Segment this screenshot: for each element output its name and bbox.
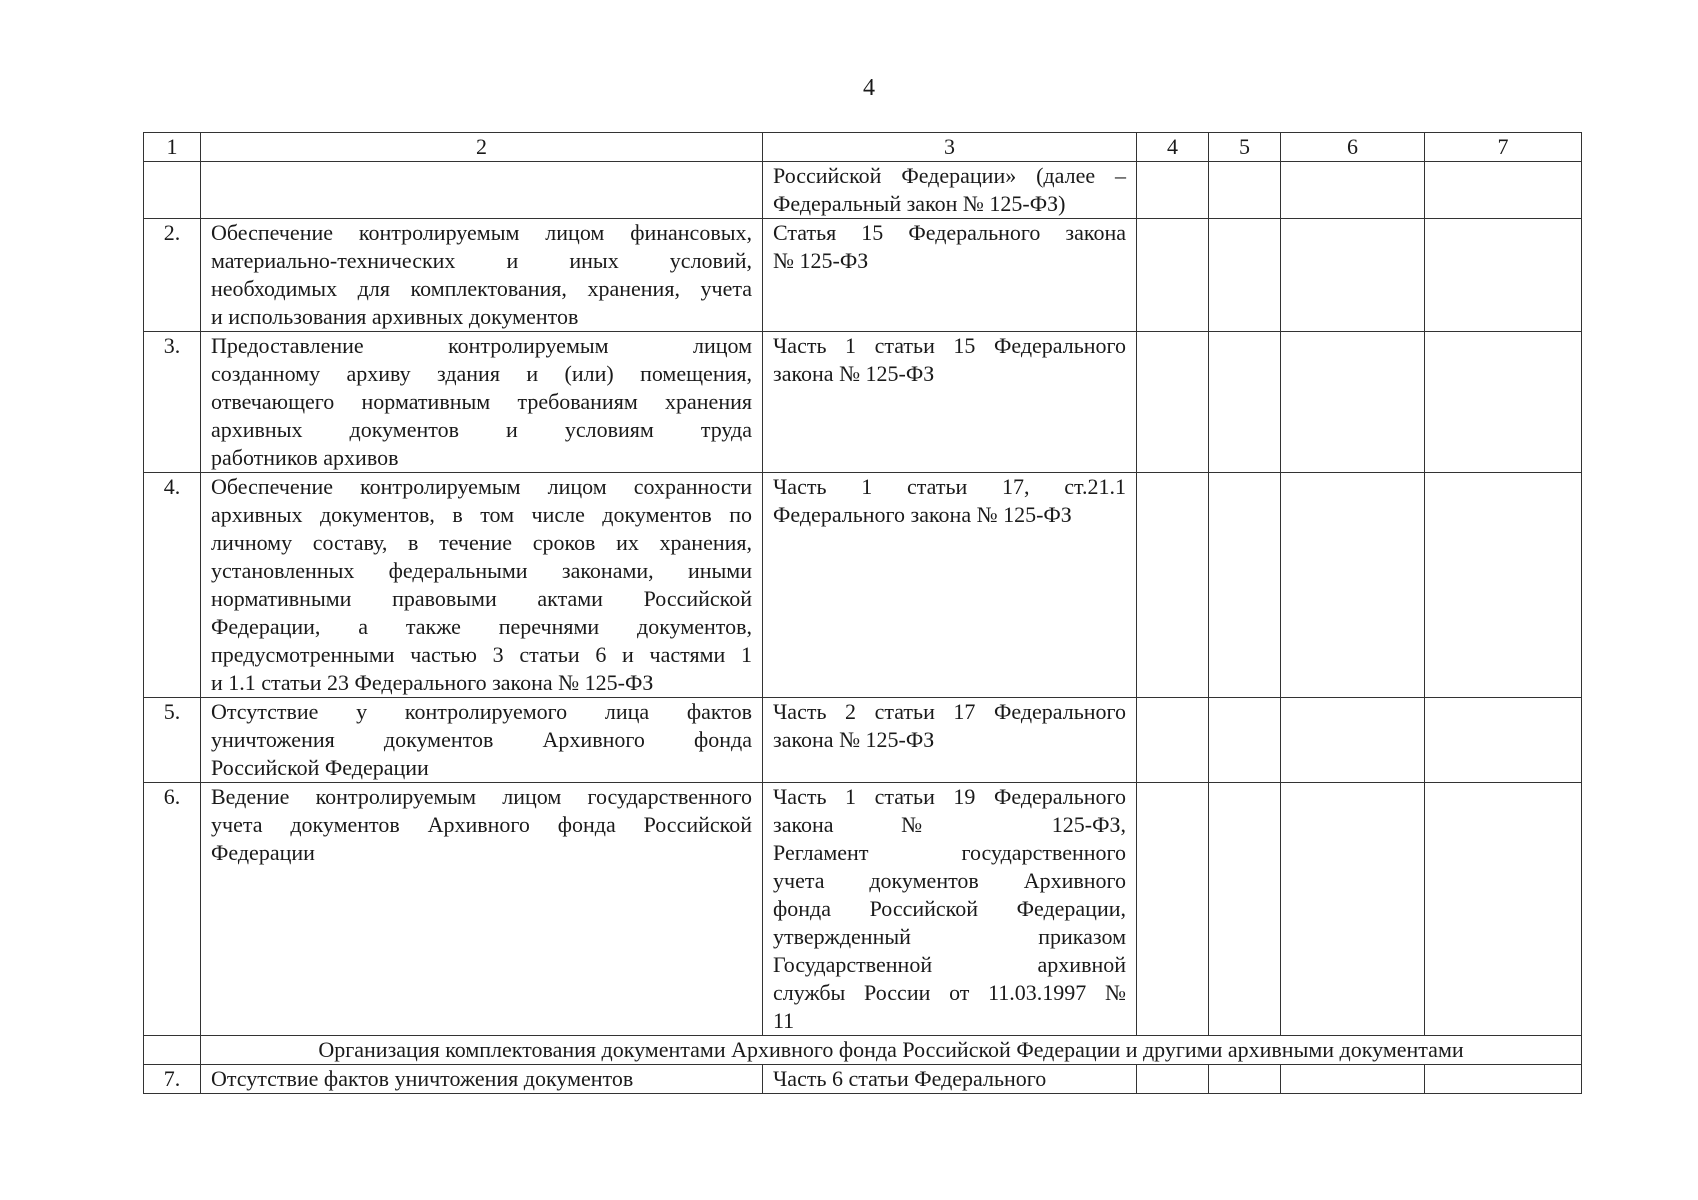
requirement-text-line: Федерации, а также перечнями документов, (211, 614, 752, 639)
note-cell (1425, 473, 1582, 698)
header-cell: 6 (1281, 133, 1425, 162)
requirement-text-line: материально-технических и иных условий, (211, 248, 752, 273)
section-row (144, 1036, 1582, 1065)
answer-yes-cell (1137, 219, 1209, 332)
answer-yes-cell (1137, 473, 1209, 698)
requirement-cell (201, 473, 763, 698)
answer-no-cell (1209, 162, 1281, 219)
legal-reference-line: фонда Российской Федерации, (773, 896, 1126, 921)
row-number (144, 162, 201, 219)
requirement-text-line: Российской Федерации (211, 755, 429, 780)
requirement-text-line: архивных документов, в том числе документов по (211, 502, 752, 527)
section-title: Организация комплектования документами Архивного фонда Российской Федерации и другими архивными документами (201, 1036, 1582, 1065)
requirement-text-line: предусмотренными частью 3 статьи 6 и частями 1 (211, 642, 752, 667)
page-number: 4 (863, 75, 875, 101)
requirement-text-line: Обеспечение контролируемым лицом финансовых, (211, 220, 752, 245)
answer-yes-cell (1137, 783, 1209, 1036)
table-row (144, 219, 1582, 332)
requirement-cell (201, 219, 763, 332)
table-row (144, 783, 1582, 1036)
legal-reference-cell (763, 162, 1137, 219)
answer-yes-cell (1137, 1065, 1209, 1094)
not-applicable-cell (1281, 162, 1425, 219)
note-cell (1425, 332, 1582, 473)
answer-yes-cell (1137, 698, 1209, 783)
note-cell (1425, 698, 1582, 783)
not-applicable-cell (1281, 473, 1425, 698)
legal-reference-line: Российской Федерации» (далее – (773, 163, 1126, 188)
legal-reference-cell (763, 783, 1137, 1036)
legal-reference-line: закона № 125-ФЗ, (773, 812, 1126, 837)
requirement-cell (201, 332, 763, 473)
header-cell: 3 (763, 133, 1137, 162)
requirement-text-line: созданному архиву здания и (или) помещения, (211, 361, 752, 386)
header-row (144, 133, 1582, 162)
requirement-text-line: Предоставление контролируемым лицом (211, 333, 752, 358)
note-cell (1425, 219, 1582, 332)
answer-no-cell (1209, 698, 1281, 783)
legal-reference-line: Федерального закона № 125-ФЗ (773, 502, 1072, 527)
not-applicable-cell (1281, 783, 1425, 1036)
requirement-text-line: установленных федеральными законами, иными (211, 558, 752, 583)
row-number: 2. (144, 219, 201, 332)
header-cell: 1 (144, 133, 201, 162)
requirement-text-line: и использования архивных документов (211, 304, 579, 329)
answer-no-cell (1209, 219, 1281, 332)
row-number: 3. (144, 332, 201, 473)
requirement-text-line: учета документов Архивного фонда Российской (211, 812, 752, 837)
header-cell: 4 (1137, 133, 1209, 162)
requirement-text-line: и 1.1 статьи 23 Федерального закона № 125-ФЗ (211, 670, 654, 695)
not-applicable-cell (1281, 332, 1425, 473)
row-number: 7. (144, 1065, 201, 1094)
requirement-text-line: Обеспечение контролируемым лицом сохранности (211, 474, 752, 499)
legal-reference-line: закона № 125-ФЗ (773, 727, 935, 752)
table-row (144, 473, 1582, 698)
not-applicable-cell (1281, 219, 1425, 332)
row-number: 4. (144, 473, 201, 698)
not-applicable-cell (1281, 1065, 1425, 1094)
answer-no-cell (1209, 473, 1281, 698)
answer-yes-cell (1137, 162, 1209, 219)
requirement-text-line: Федерации (211, 840, 315, 865)
requirement-text-line: уничтожения документов Архивного фонда (211, 727, 752, 752)
answer-no-cell (1209, 783, 1281, 1036)
requirement-text-line: Отсутствие у контролируемого лица фактов (211, 699, 752, 724)
table-row (144, 1065, 1582, 1094)
legal-reference-line: № 125-ФЗ (773, 248, 869, 273)
legal-reference-cell (763, 219, 1137, 332)
requirement-cell (201, 162, 763, 219)
table-row (144, 332, 1582, 473)
legal-reference-line: Часть 1 статьи 17, ст.21.1 (773, 474, 1126, 499)
legal-reference-cell (763, 698, 1137, 783)
legal-reference-line: Регламент государственного (773, 840, 1126, 865)
legal-reference-line: Статья 15 Федерального закона (773, 220, 1126, 245)
legal-reference-cell (763, 473, 1137, 698)
requirement-text-line: личному составу, в течение сроков их хранения, (211, 530, 752, 555)
legal-reference-line: службы России от 11.03.1997 № (773, 980, 1126, 1005)
requirement-text-line: Ведение контролируемым лицом государственного (211, 784, 752, 809)
row-number: 5. (144, 698, 201, 783)
legal-reference-line: 11 (773, 1008, 795, 1033)
requirement-text-line: Отсутствие фактов уничтожения документов (211, 1066, 634, 1091)
requirement-cell (201, 698, 763, 783)
requirement-text-line: работников архивов (211, 445, 399, 470)
header-cell: 2 (201, 133, 763, 162)
note-cell (1425, 162, 1582, 219)
requirement-text-line: необходимых для комплектования, хранения, учета (211, 276, 752, 301)
legal-reference-line: Часть 6 статьи Федерального (773, 1066, 1047, 1091)
requirement-text-line: архивных документов и условиям труда (211, 417, 752, 442)
requirement-text-line: нормативными правовыми актами Российской (211, 586, 752, 611)
header-cell: 5 (1209, 133, 1281, 162)
answer-no-cell (1209, 332, 1281, 473)
not-applicable-cell (1281, 698, 1425, 783)
legal-reference-cell (763, 1065, 1137, 1094)
note-cell (1425, 1065, 1582, 1094)
header-cell: 7 (1425, 133, 1582, 162)
answer-yes-cell (1137, 332, 1209, 473)
table-row (144, 162, 1582, 219)
legal-reference-line: Федеральный закон № 125-ФЗ) (773, 191, 1066, 216)
row-number (144, 1036, 201, 1065)
legal-reference-line: учета документов Архивного (773, 868, 1126, 893)
legal-reference-line: Государственной архивной (773, 952, 1126, 977)
legal-reference-line: Часть 2 статьи 17 Федерального (773, 699, 1126, 724)
legal-reference-line: Часть 1 статьи 15 Федерального (773, 333, 1126, 358)
requirement-cell (201, 783, 763, 1036)
legal-reference-line: закона № 125-ФЗ (773, 361, 935, 386)
requirements-table (143, 132, 1582, 1094)
requirement-text-line: отвечающего нормативным требованиям хранения (211, 389, 752, 414)
note-cell (1425, 783, 1582, 1036)
answer-no-cell (1209, 1065, 1281, 1094)
legal-reference-line: утвержденный приказом (773, 924, 1126, 949)
legal-reference-cell (763, 332, 1137, 473)
requirement-cell (201, 1065, 763, 1094)
legal-reference-line: Часть 1 статьи 19 Федерального (773, 784, 1126, 809)
table-row (144, 698, 1582, 783)
row-number: 6. (144, 783, 201, 1036)
